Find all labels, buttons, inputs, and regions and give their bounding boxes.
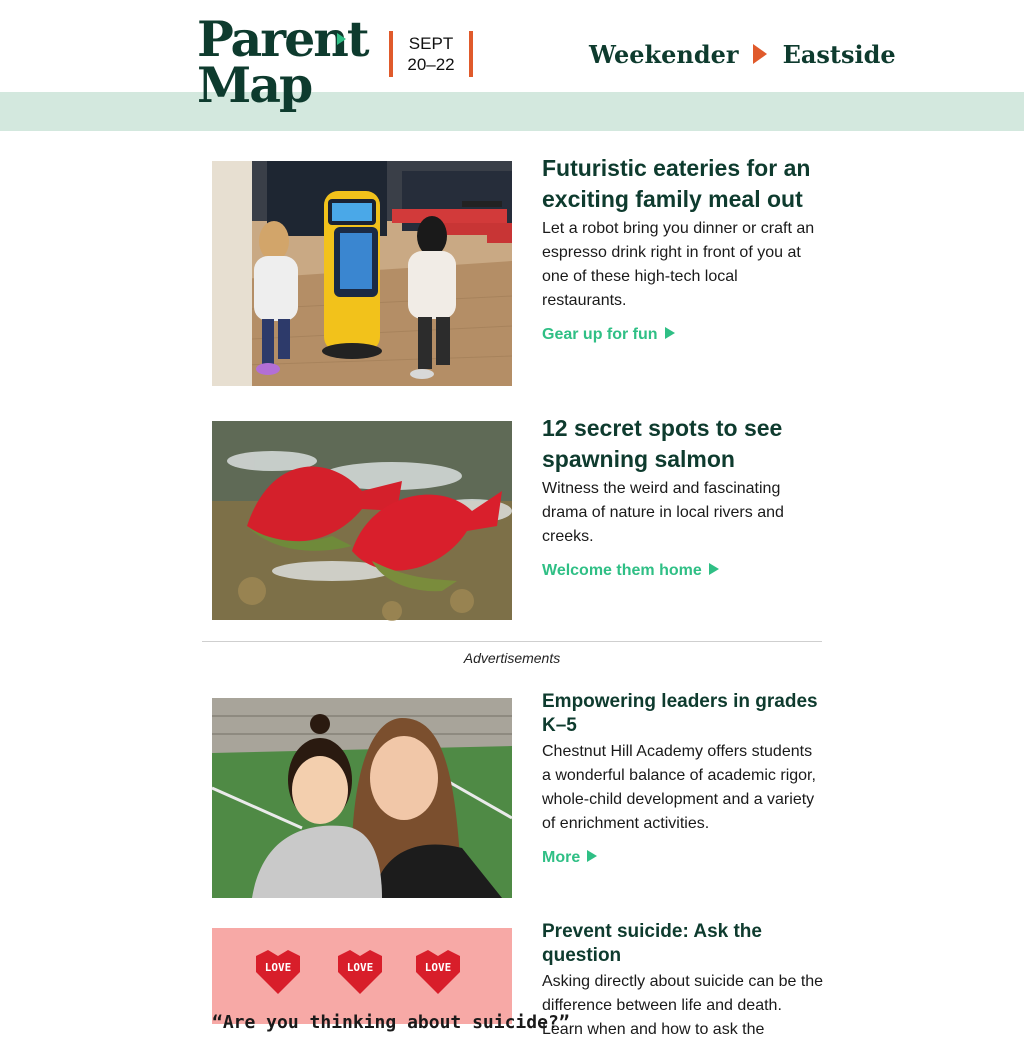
header-band — [0, 92, 1024, 131]
issue-date-month: SEPT — [408, 34, 454, 53]
ad-text — [542, 920, 824, 1042]
article-title[interactable]: Futuristic eateries for an exciting family meal out — [542, 155, 811, 212]
cta-label: Welcome them home — [542, 562, 702, 579]
heart-label: LOVE — [424, 961, 452, 974]
ad-title[interactable]: Empowering leaders in grades K–5 — [542, 691, 818, 736]
ads-label: Advertisements — [463, 650, 561, 666]
breadcrumb — [589, 38, 896, 70]
image-caption: “Are you thinking about suicide?” — [212, 1012, 570, 1033]
ad-image-suicide-prevention[interactable] — [212, 928, 570, 1033]
ad-divider — [202, 641, 822, 642]
article-image-robot[interactable] — [212, 161, 512, 386]
issue-date — [389, 31, 473, 77]
ad-text — [542, 690, 824, 870]
play-triangle-icon — [587, 850, 597, 862]
article-image-salmon[interactable] — [212, 421, 512, 620]
ad-title[interactable]: Prevent suicide: Ask the question — [542, 921, 762, 966]
article-cta-link[interactable] — [542, 323, 675, 347]
logo-triangle-icon — [337, 33, 346, 45]
logo-text-line1: Parent — [197, 10, 368, 68]
breadcrumb-eastside[interactable]: Eastside — [782, 39, 896, 69]
issue-date-days: 20–22 — [407, 55, 455, 74]
article-title[interactable]: 12 secret spots to see spawning salmon — [542, 415, 783, 472]
play-triangle-icon — [665, 327, 675, 339]
ad-description: Chestnut Hill Academy offers students a wonderful balance of academic rigor, whole-child development and a variety of enrichment activities. — [542, 743, 816, 832]
article-cta-link[interactable] — [542, 559, 719, 583]
arrow-right-icon — [753, 44, 767, 64]
ad-cta-link[interactable] — [542, 846, 597, 870]
cta-label: More — [542, 849, 581, 866]
parentmap-logo[interactable] — [197, 10, 368, 114]
cta-label: Gear up for fun — [542, 326, 658, 343]
article-description: Witness the weird and fascinating drama of nature in local rivers and creeks. — [542, 480, 784, 545]
breadcrumb-weekender[interactable]: Weekender — [589, 39, 739, 69]
article-text — [542, 153, 824, 347]
ad-image-school[interactable] — [212, 698, 512, 898]
logo-text-line2: Map — [197, 56, 312, 114]
article-text — [542, 413, 824, 583]
ad-description: Asking directly about suicide can be the difference between life and death. Learn when and how to ask the — [542, 973, 824, 1038]
play-triangle-icon — [709, 563, 719, 575]
article-description: Let a robot bring you dinner or craft an espresso drink right in front of you at one of these high-tech local restaurants. — [542, 220, 815, 309]
heart-label: LOVE — [346, 961, 374, 974]
heart-label: LOVE — [264, 961, 292, 974]
